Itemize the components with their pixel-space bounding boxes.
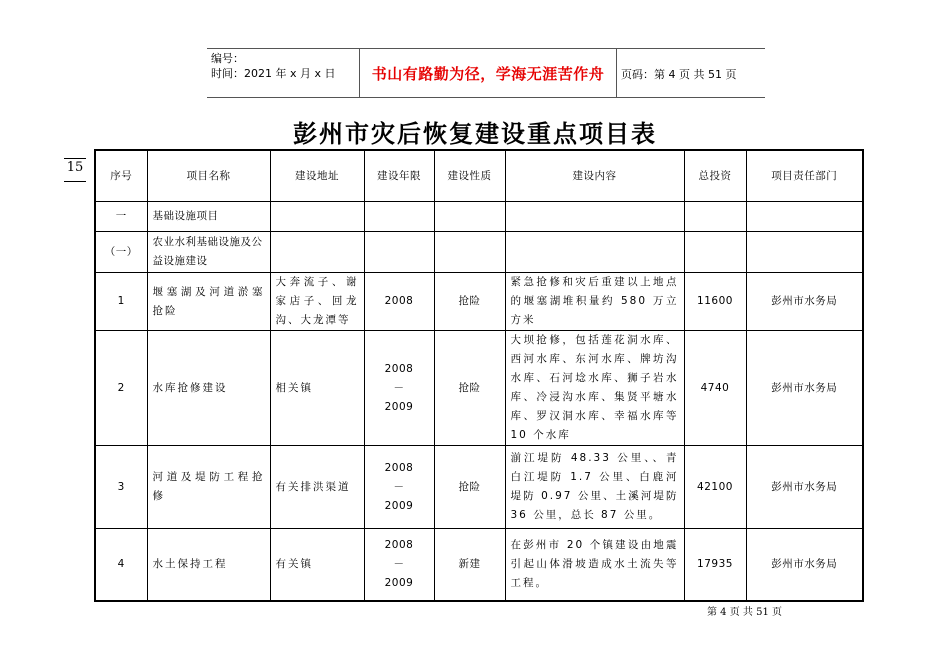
row-nature: 抢险 xyxy=(434,331,505,446)
col-header-years: 建设年限 xyxy=(364,150,434,202)
row-department: 彭州市水务局 xyxy=(746,273,863,331)
row-address: 大奔流子、谢家店子、回龙沟、大龙潭等 xyxy=(270,273,364,331)
row-project-name: 水库抢修建设 xyxy=(147,331,270,446)
row-content: 大坝抢修，包括莲花洞水库、西河水库、东河水库、牌坊沟水库、石河埝水库、狮子岩水库、冷浸沟水库、集贤平塘水库、罗汉洞水库、幸福水库等 10 个水库 xyxy=(505,331,684,446)
row-investment: 4740 xyxy=(684,331,746,446)
row-no: 3 xyxy=(95,446,147,529)
row-no: 4 xyxy=(95,529,147,601)
col-header-nature: 建设性质 xyxy=(434,150,505,202)
row-investment: 42100 xyxy=(684,446,746,529)
row-years-to: 2009 xyxy=(384,400,414,413)
table-row xyxy=(95,446,863,529)
subcategory-name: 农业水利基础设施及公益设施建设 xyxy=(147,232,270,273)
row-years xyxy=(364,529,434,601)
row-project-name: 河道及堤防工程抢修 xyxy=(147,446,270,529)
row-department: 彭州市水务局 xyxy=(746,446,863,529)
col-header-department: 项目责任部门 xyxy=(746,150,863,202)
category-no: 一 xyxy=(95,202,147,232)
row-years-sep: － xyxy=(393,557,405,570)
col-header-content: 建设内容 xyxy=(505,150,684,202)
row-years-to: 2009 xyxy=(384,576,414,589)
serial-label: 编号： xyxy=(211,52,244,65)
header-motto: 书山有路勤为径，学海无涯苦作舟 xyxy=(359,49,617,97)
row-years-from: 2008 xyxy=(384,461,414,474)
project-table xyxy=(94,149,864,602)
table-row xyxy=(95,273,863,331)
table-row xyxy=(95,529,863,601)
row-content: 湔江堤防 48.33 公里、、青白江堤防 1.7 公里、白鹿河堤防 0.97 公里、土溪河堤防 36 公里，总长 87 公里。 xyxy=(505,446,684,529)
side-page-number: 15 xyxy=(66,160,84,175)
side-rule-top xyxy=(64,158,86,159)
row-years xyxy=(364,446,434,529)
row-years xyxy=(364,273,434,331)
row-address: 有关镇 xyxy=(270,529,364,601)
header-meta xyxy=(211,51,336,81)
row-content: 紧急抢修和灾后重建以上地点的堰塞湖堆积量约 580 万立方米 xyxy=(505,273,684,331)
row-project-name: 水土保持工程 xyxy=(147,529,270,601)
row-nature: 新建 xyxy=(434,529,505,601)
col-header-address: 建设地址 xyxy=(270,150,364,202)
row-years-from: 2008 xyxy=(384,295,414,307)
row-project-name: 堰塞湖及河道淤塞抢险 xyxy=(147,273,270,331)
header-page-info: 页码：第 4 页 共 51 页 xyxy=(621,68,737,81)
side-rule-bottom xyxy=(64,181,86,182)
page-footer: 第 4 页 共 51 页 xyxy=(707,607,782,618)
row-investment: 17935 xyxy=(684,529,746,601)
row-years-to: 2009 xyxy=(384,499,414,512)
page-header xyxy=(207,48,765,98)
col-header-no: 序号 xyxy=(95,150,147,202)
row-nature: 抢险 xyxy=(434,446,505,529)
row-no: 1 xyxy=(95,273,147,331)
page-title: 彭州市灾后恢复建设重点项目表 xyxy=(293,119,657,148)
col-header-investment: 总投资 xyxy=(684,150,746,202)
col-header-name: 项目名称 xyxy=(147,150,270,202)
row-department: 彭州市水务局 xyxy=(746,331,863,446)
row-address: 相关镇 xyxy=(270,331,364,446)
category-name: 基础设施项目 xyxy=(147,202,270,232)
row-no: 2 xyxy=(95,331,147,446)
category-row xyxy=(95,202,863,232)
row-years-sep: － xyxy=(393,480,405,493)
table-header-row xyxy=(95,150,863,202)
table-row xyxy=(95,331,863,446)
subcategory-row xyxy=(95,232,863,273)
row-nature: 抢险 xyxy=(434,273,505,331)
row-address: 有关排洪渠道 xyxy=(270,446,364,529)
row-department: 彭州市水务局 xyxy=(746,529,863,601)
row-content: 在彭州市 20 个镇建设由地震引起山体滑坡造成水土流失等工程。 xyxy=(505,529,684,601)
row-investment: 11600 xyxy=(684,273,746,331)
row-years-from: 2008 xyxy=(384,538,414,551)
row-years-sep: － xyxy=(393,381,405,394)
row-years xyxy=(364,331,434,446)
subcategory-no: （一） xyxy=(95,232,147,273)
date-label: 时间：2021 年 x 月 x 日 xyxy=(211,67,336,80)
row-years-from: 2008 xyxy=(384,362,414,375)
